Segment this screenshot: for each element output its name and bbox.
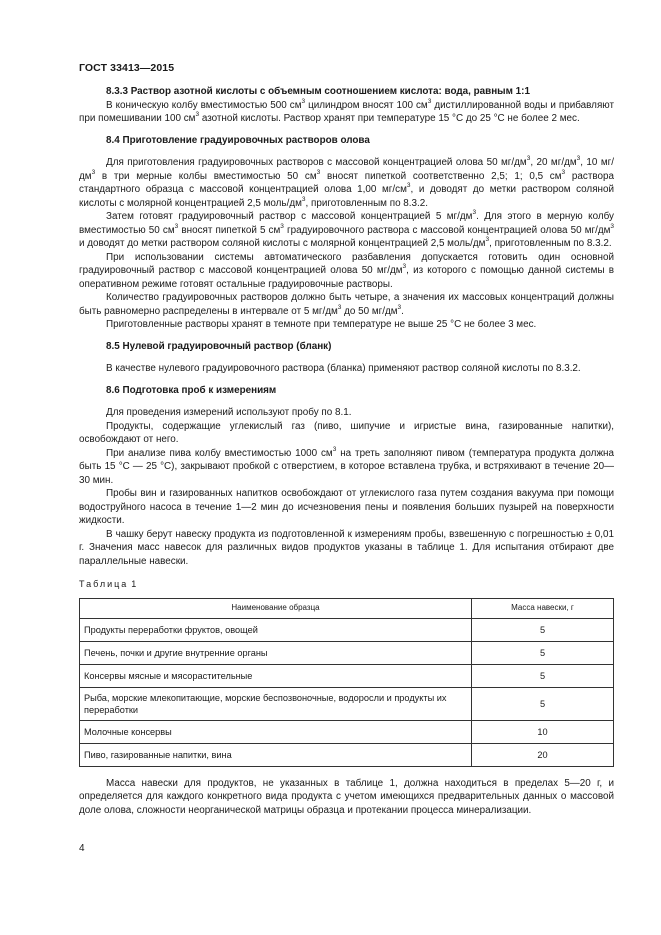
document-body [79,85,614,817]
paragraph: При анализе пива колбу вместимостью 1000 $см^3$ на треть заполняют пивом (температура продукта должна быть 15 °С — 25 °С), закрывают пробкой с отверстием, в которое вставлена трубка, и встряхивают в течение 20—30 мин. [79,445,615,486]
paragraph: Продукты, содержащие углекислый газ (пиво, шипучие и игристые вина, газированные напитки), освобождают от него. [79,420,614,445]
cell-sample-name: Пиво, газированные напитки, вина [80,743,472,766]
table-row [80,618,614,641]
paragraph: Для проведения измерений используют пробу по 8.1. [106,407,352,418]
table-row [80,687,614,720]
cell-sample-name: Продукты переработки фруктов, овощей [80,618,472,641]
table-caption: Таблица 1 [79,579,137,589]
cell-sample-mass: 5 [472,664,614,687]
paragraph: Масса навески для продуктов, не указанных в таблице 1, должна находиться в пределах 5—20 г, и определяется для каждого конкретного вида продукта с учетом имеющихся предварительных данных о массовой доле олова, сложности неорганической матрицы образца и протекании процесса минерализации. [79,777,614,816]
table-row [80,743,614,766]
document-header: ГОСТ 33413—2015 [79,62,175,74]
paragraph: Затем готовят градуировочный раствор с массовой концентрацией 5 $мг/дм^3$. Для этого в мерную колбу вместимостью 50 $см^3$ вносят пипеткой 5 $см^3$ градуировочного раствора с массовой концентрацией олова 50 $мг/дм^3$ и доводят до метки раствором соляной кислоты с молярной концентрацией 2,5 моль/$дм^3$, приготовленным по 8.3.2. [79,209,615,249]
page-number: 4 [79,843,85,854]
paragraph: В чашку берут навеску продукта из подготовленной к измерениям пробы, взвешенную с погрешностью ± 0,01 г. Значения масс навесок для различных видов продуктов указаны в таблице 1. Для испытания отбирают две параллельные навески. [79,528,614,567]
table-row [80,664,614,687]
paragraph: Приготовленные растворы хранят в темноте при температуре не выше 25 °С не более 3 мес. [106,319,537,330]
paragraph: Для приготовления градуировочных растворов с массовой концентрацией олова 50 $мг/дм^3$, 20 $мг/дм^3$, 10 $мг/дм^3$ в три мерные колбы вместимостью 50 $см^3$ вносят пипеткой соответственно 2,5; 1; 0,5 $см^3$ раствора стандартного образца с массовой концентрацией олова 1,00 $мг/см^3$, и доводят до метки раствором соляной кислоты с молярной концентрацией 2,5 моль/$дм^3$, приготовленным по 8.3.2. [79,155,615,209]
section-heading-8-6: 8.6 Подготовка проб к измерениям [106,384,277,396]
table-header-name: Наименование образца [80,598,472,618]
table-header-mass: Масса навески, г [472,598,614,618]
cell-sample-name: Консервы мясные и мясорастительные [80,664,472,687]
paragraph: В качестве нулевого градуировочного раствора (бланка) применяют раствор соляной кислоты по 8.3.2. [106,363,581,374]
cell-sample-mass: 5 [472,618,614,641]
cell-sample-name: Печень, почки и другие внутренние органы [80,641,472,664]
section-heading-8-4: 8.4 Приготовление градуировочных растворов олова [106,134,370,146]
paragraph: Количество градуировочных растворов должно быть четыре, а значения их массовых концентраций должны быть равномерно распределены в интервале от 5 $мг/дм^3$ до 50 $мг/дм^3$. [79,292,614,317]
paragraph: При использовании системы автоматического разбавления допускается готовить один основной градуировочный раствор с массовой концентрацией олова 50 $мг/дм^3$, из которого с помощью данной системы в оперативном режиме готовят остальные градуировочные растворы. [79,251,614,290]
cell-sample-mass: 5 [472,687,614,720]
cell-sample-mass: 5 [472,641,614,664]
sample-mass-table [79,598,614,767]
paragraph: В коническую колбу вместимостью 500 $см^3$ цилиндром вносят 100 $см^3$ дистиллированной воды и прибавляют при помешивании 100 $см^3$ азотной кислоты. Раствор хранят при температуре 15 °С до 25 °С не более 2 мес. [79,97,615,124]
section-heading-8-3-3: 8.3.3 Раствор азотной кислоты с объемным соотношением кислота: вода, равным 1:1 [106,86,530,97]
table-row [80,720,614,743]
table-row [80,641,614,664]
paragraph: Пробы вин и газированных напитков освобождают от углекислого газа путем создания вакуума при помощи водоструйного насоса в течение 1—2 мин до исчезновения пены и появления больших пузырей на поверхности жидкости. [79,488,614,526]
section-heading-8-5: 8.5 Нулевой градуировочный раствор (бланк) [106,340,332,352]
cell-sample-name: Рыба, морские млекопитающие, морские беспозвоночные, водоросли и продукты их переработки [80,687,472,720]
cell-sample-name: Молочные консервы [80,720,472,743]
cell-sample-mass: 20 [472,743,614,766]
cell-sample-mass: 10 [472,720,614,743]
